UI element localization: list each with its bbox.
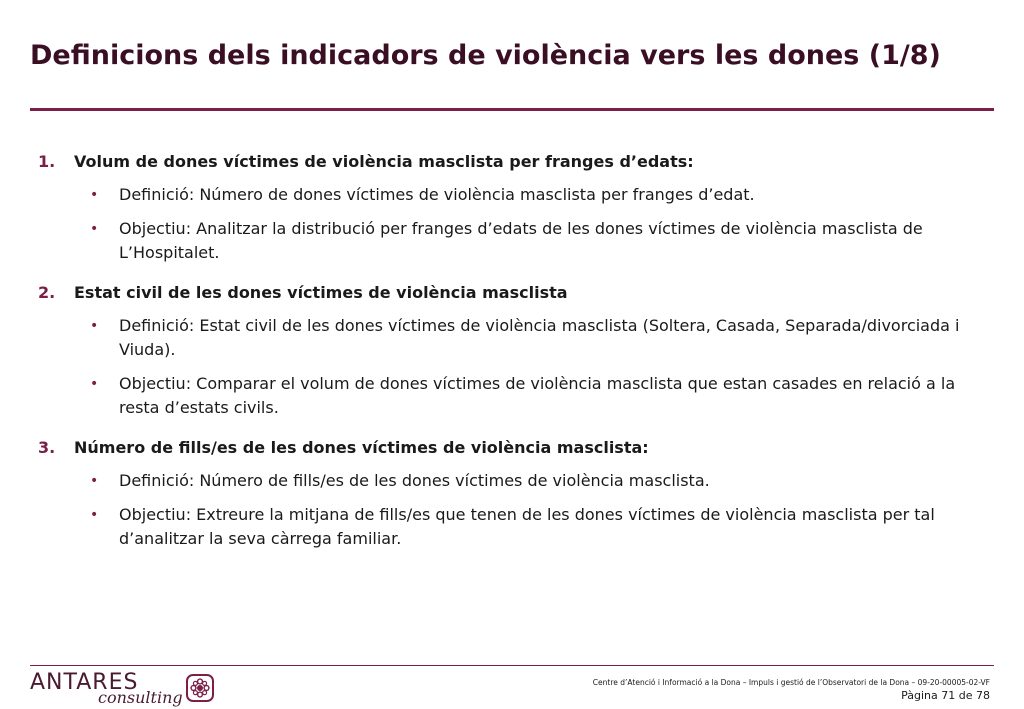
footer-document-reference: Centre d’Atenció i Informació a la Dona – Impuls i gestió de l’Observatori de la Dona – 09-20-00005-02-VF [592, 678, 990, 687]
section-children [38, 436, 988, 551]
bullet-text: Definició: Número de fills/es de les dones víctimes de violència masclista. [119, 471, 710, 490]
bullet-item [38, 183, 988, 207]
slide-content [38, 150, 988, 567]
bullet-icon: • [90, 376, 99, 392]
section-heading [38, 150, 988, 174]
bullet-text: Definició: Número de dones víctimes de violència masclista per franges d’edat. [119, 185, 755, 204]
section-title: Volum de dones víctimes de violència masclista per franges d’edats: [74, 152, 694, 171]
bullet-icon: • [90, 318, 99, 334]
section-title: Número de fills/es de les dones víctimes de violència masclista: [74, 438, 649, 457]
rosette-logo-icon [186, 674, 214, 702]
bullet-text: Objectiu: Comparar el volum de dones víctimes de violència masclista que estan casades en relació a la resta d’estats civils. [119, 374, 956, 417]
antares-logo [30, 670, 230, 706]
slide-title: Definicions dels indicadors de violència vers les dones (1/8) [30, 40, 941, 71]
bullet-icon: • [90, 187, 99, 203]
bullet-item [38, 314, 988, 362]
logo-wordmark: ANTARES [30, 670, 139, 695]
section-title: Estat civil de les dones víctimes de violència masclista [74, 283, 568, 302]
bullet-text: Objectiu: Analitzar la distribució per franges d’edats de les dones víctimes de violència masclista de L’Hospitalet. [119, 219, 923, 262]
section-civil-status [38, 281, 988, 420]
section-heading [38, 281, 988, 305]
bullet-icon: • [90, 221, 99, 237]
bullet-text: Definició: Estat civil de les dones víctimes de violència masclista (Soltera, Casada, Separada/divorciada i Viuda). [119, 316, 960, 359]
section-number: 1. [38, 152, 56, 171]
section-heading [38, 436, 988, 460]
bullet-icon: • [90, 507, 99, 523]
bullet-icon: • [90, 473, 99, 489]
bullet-item [38, 372, 988, 420]
section-age-ranges [38, 150, 988, 265]
bullet-text: Objectiu: Extreure la mitjana de fills/es que tenen de les dones víctimes de violència masclista per tal d’analitzar la seva càrrega familiar. [119, 505, 935, 548]
page-number: Pàgina 71 de 78 [901, 689, 990, 702]
title-divider [30, 108, 994, 111]
bullet-item [38, 503, 988, 551]
section-number: 3. [38, 438, 56, 457]
logo-tagline: consulting [98, 688, 183, 707]
footer-divider [30, 665, 994, 666]
bullet-item [38, 217, 988, 265]
bullet-item [38, 469, 988, 493]
section-number: 2. [38, 283, 56, 302]
